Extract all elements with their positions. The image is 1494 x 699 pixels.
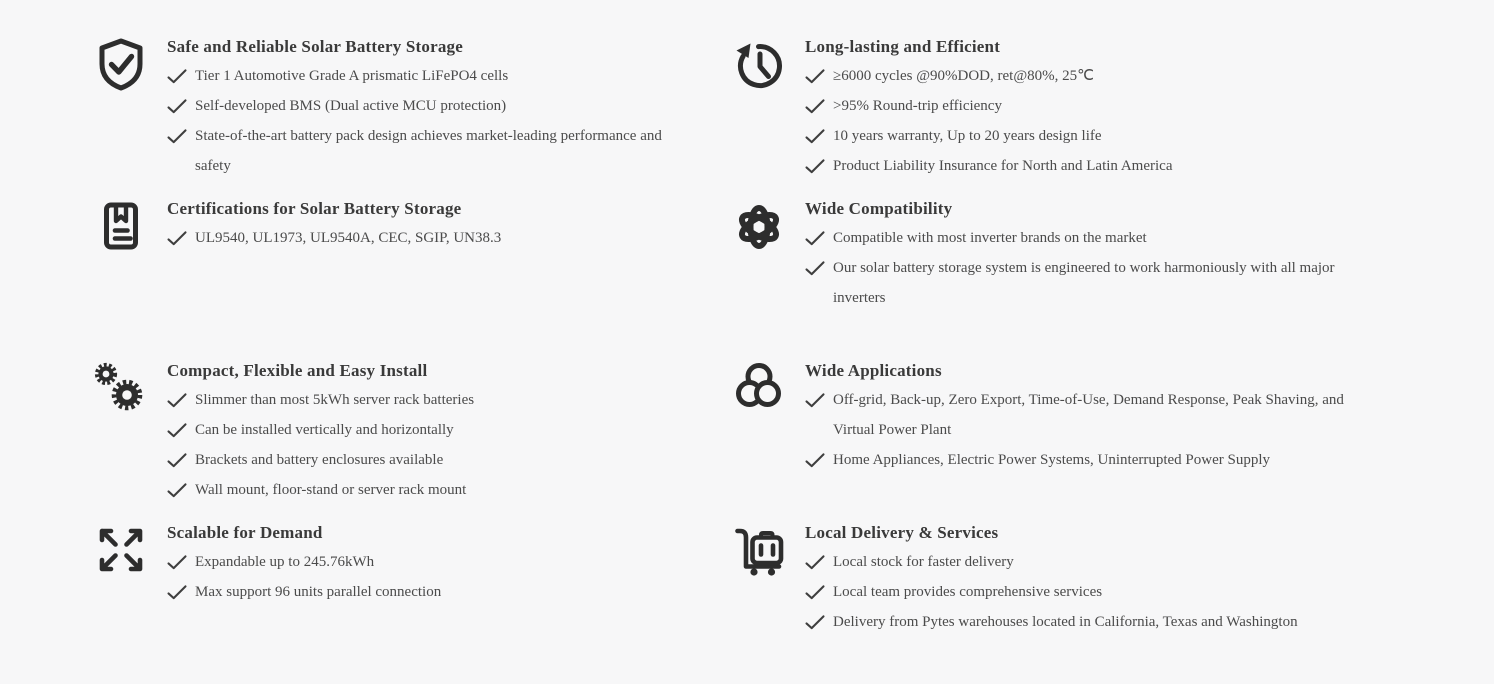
feature-item-text: Local stock for faster delivery	[833, 554, 1014, 570]
feature-item	[805, 223, 1377, 253]
gears-icon	[93, 360, 149, 416]
feature-item-text: State-of-the-art battery pack design achieves market-leading performance and safety	[195, 128, 662, 174]
check-icon	[167, 554, 187, 571]
feature-item	[167, 61, 687, 91]
feature-title: Scalable for Demand	[167, 523, 323, 542]
feature-item-list	[805, 61, 1377, 181]
feature-content	[805, 522, 1377, 637]
feature-item	[805, 547, 1377, 577]
check-icon	[805, 230, 825, 247]
check-icon	[805, 614, 825, 631]
feature-item	[805, 385, 1377, 445]
feature-content	[805, 198, 1377, 313]
check-icon	[167, 230, 187, 247]
feature-title: Wide Applications	[805, 361, 942, 380]
feature-item-list	[805, 547, 1377, 637]
check-icon	[805, 554, 825, 571]
feature-compact-flexible	[93, 360, 687, 505]
feature-item-text: >95% Round-trip efficiency	[833, 98, 1002, 114]
feature-item	[805, 121, 1377, 151]
feature-item	[167, 577, 687, 607]
shield-check-icon	[93, 36, 149, 92]
check-icon	[805, 260, 825, 277]
feature-scalable-for-demand	[93, 522, 687, 607]
feature-item	[167, 445, 687, 475]
feature-content	[805, 36, 1377, 181]
check-icon	[805, 158, 825, 175]
check-icon	[167, 422, 187, 439]
check-icon	[167, 482, 187, 499]
feature-item	[167, 475, 687, 505]
feature-wide-applications	[731, 360, 1377, 475]
feature-item-list	[167, 223, 687, 253]
feature-item-text: Delivery from Pytes warehouses located in California, Texas and Washington	[833, 614, 1298, 630]
check-icon	[167, 98, 187, 115]
feature-safe-reliable	[93, 36, 687, 181]
feature-title: Certifications for Solar Battery Storage	[167, 199, 462, 218]
feature-item-text: Max support 96 units parallel connection	[195, 584, 442, 600]
feature-item-list	[805, 223, 1377, 313]
feature-title: Long-lasting and Efficient	[805, 37, 1001, 56]
feature-title: Compact, Flexible and Easy Install	[167, 361, 428, 380]
feature-item	[805, 91, 1377, 121]
check-icon	[167, 452, 187, 469]
feature-item	[805, 151, 1377, 181]
feature-item-text: Home Appliances, Electric Power Systems, Uninterrupted Power Supply	[833, 452, 1271, 468]
bottom-white-strip	[0, 684, 1494, 699]
feature-item-text: Slimmer than most 5kWh server rack batteries	[195, 392, 475, 408]
history-clock-icon	[731, 36, 787, 92]
feature-content	[805, 360, 1377, 475]
overlapping-circles-icon	[731, 360, 787, 416]
feature-item-text: Wall mount, floor-stand or server rack mount	[195, 482, 467, 498]
feature-content	[167, 522, 687, 607]
feature-item	[167, 223, 687, 253]
feature-content	[167, 36, 687, 181]
check-icon	[805, 128, 825, 145]
check-icon	[167, 128, 187, 145]
feature-item	[167, 91, 687, 121]
feature-item-text: 10 years warranty, Up to 20 years design life	[833, 128, 1102, 144]
check-icon	[167, 392, 187, 409]
check-icon	[805, 68, 825, 85]
delivery-cart-icon	[731, 522, 787, 578]
feature-item-list	[167, 385, 687, 505]
check-icon	[805, 392, 825, 409]
feature-item-text: Can be installed vertically and horizontally	[195, 422, 454, 438]
feature-item-list	[805, 385, 1377, 475]
check-icon	[805, 584, 825, 601]
feature-item-text: Local team provides comprehensive services	[833, 584, 1103, 600]
feature-item	[167, 415, 687, 445]
feature-item-text: ≥6000 cycles @90%DOD, ret@80%, 25℃	[833, 68, 1094, 84]
check-icon	[805, 98, 825, 115]
feature-title: Safe and Reliable Solar Battery Storage	[167, 37, 463, 56]
feature-item	[805, 577, 1377, 607]
atom-icon	[731, 198, 787, 254]
feature-item-text: UL9540, UL1973, UL9540A, CEC, SGIP, UN38.3	[195, 230, 502, 246]
feature-content	[167, 198, 687, 253]
feature-local-delivery-services	[731, 522, 1377, 637]
feature-item-text: Brackets and battery enclosures available	[195, 452, 444, 468]
feature-item-text: Product Liability Insurance for North and Latin America	[833, 158, 1173, 174]
feature-content	[167, 360, 687, 505]
feature-item	[805, 61, 1377, 91]
feature-item	[167, 547, 687, 577]
feature-wide-compatibility	[731, 198, 1377, 313]
feature-title: Local Delivery & Services	[805, 523, 999, 542]
feature-item	[805, 607, 1377, 637]
feature-item-text: Compatible with most inverter brands on the market	[833, 230, 1147, 246]
check-icon	[167, 584, 187, 601]
feature-long-lasting-efficient	[731, 36, 1377, 181]
feature-item-text: Our solar battery storage system is engineered to work harmoniously with all major inverters	[833, 260, 1335, 306]
feature-item-list	[167, 547, 687, 607]
feature-item	[805, 445, 1377, 475]
check-icon	[805, 452, 825, 469]
feature-item-text: Off-grid, Back-up, Zero Export, Time-of-Use, Demand Response, Peak Shaving, and Virtual Power Plant	[833, 392, 1344, 438]
check-icon	[167, 68, 187, 85]
feature-certifications	[93, 198, 687, 254]
certificate-book-icon	[93, 198, 149, 254]
feature-item	[167, 385, 687, 415]
feature-item	[167, 121, 687, 181]
feature-item-text: Expandable up to 245.76kWh	[195, 554, 375, 570]
feature-title: Wide Compatibility	[805, 199, 953, 218]
feature-item-text: Tier 1 Automotive Grade A prismatic LiFePO4 cells	[195, 68, 509, 84]
feature-item-text: Self-developed BMS (Dual active MCU protection)	[195, 98, 507, 114]
expand-arrows-icon	[93, 522, 149, 578]
feature-item	[805, 253, 1377, 313]
feature-item-list	[167, 61, 687, 181]
